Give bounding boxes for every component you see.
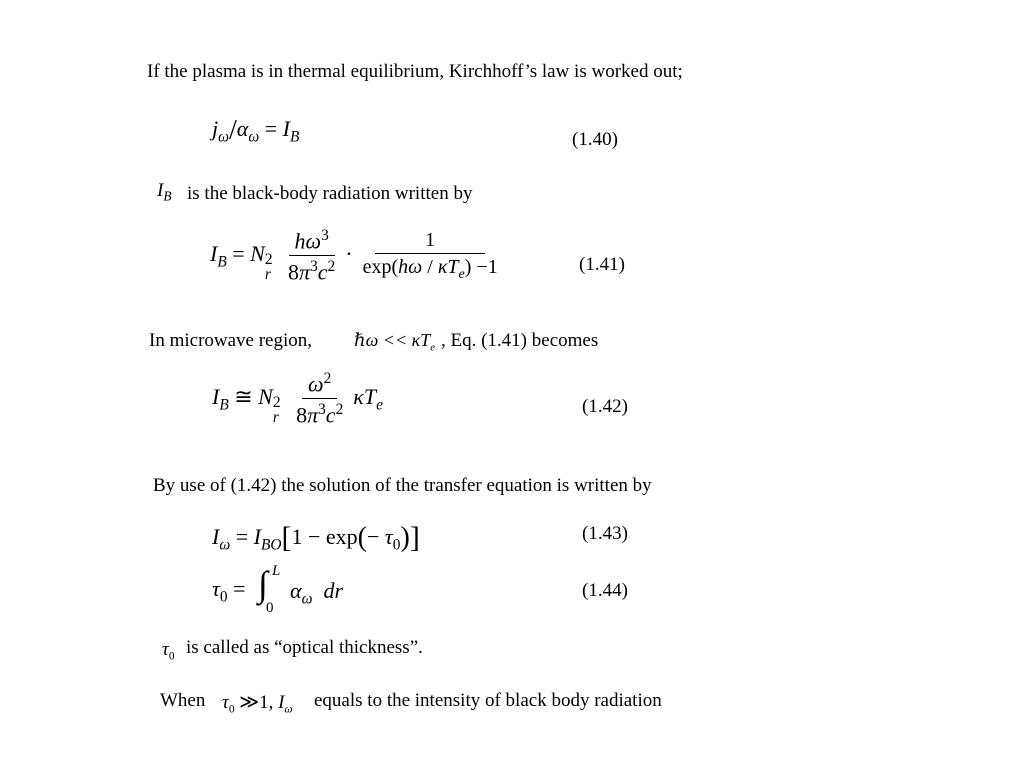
equation-1-42: $I_B$ ≅ N 2 r $\frac{\omega^2}{8\pi^3c^2}$ $\kappa T_e$ [212,370,383,428]
when-condition: $\tau_0$ ≫1, $I_\omega$ [222,692,293,716]
equation-1-40: $j_\omega/\alpha_\omega = I_B$ [212,115,300,146]
equation-number-1-40: (1.40) [572,129,618,150]
equation-1-43: $I_\omega = I_{BO}[1 - \exp(- \tau_0)]$ [212,521,420,554]
when-suffix: equals to the intensity of black body radiation [314,690,662,711]
tau0-symbol: $\tau_0$ [162,639,175,663]
ib-description: is the black-body radiation written by [187,183,473,204]
ib-symbol: $I_B$ [157,180,172,204]
equation-number-1-44: (1.44) [582,580,628,601]
microwave-suffix: , Eq. (1.41) becomes [441,330,599,351]
tau-called-text: is called as “optical thickness”. [186,637,423,658]
equation-number-1-41: (1.41) [579,254,625,275]
when-prefix: When [160,690,206,711]
microwave-prefix: In microwave region, [149,330,313,351]
integral-lower-limit: 0 [266,600,274,616]
equation-number-1-43: (1.43) [582,523,628,544]
integrand: $\alpha_\omega$ dr [290,578,343,608]
integral-upper-limit: L [272,563,281,579]
intro-text: If the plasma is in thermal equilibrium, Kirchhoff’s law is worked out; [147,61,683,82]
by-use-text: By use of (1.42) the solution of the transfer equation is written by [153,475,652,496]
equation-1-41: $I_B = N$ 2 r $\frac{h\omega^3}{8\pi^3c^2}$ · $\frac{1}{\exp(h\omega / \kappa T_e) -1}$ [210,227,498,285]
equation-number-1-42: (1.42) [582,396,628,417]
equation-1-44: $\tau_0$ = [212,576,246,606]
integral-sign: ∫ [258,564,268,604]
microwave-condition: ℏω << $\kappa T_e$ [354,330,436,354]
